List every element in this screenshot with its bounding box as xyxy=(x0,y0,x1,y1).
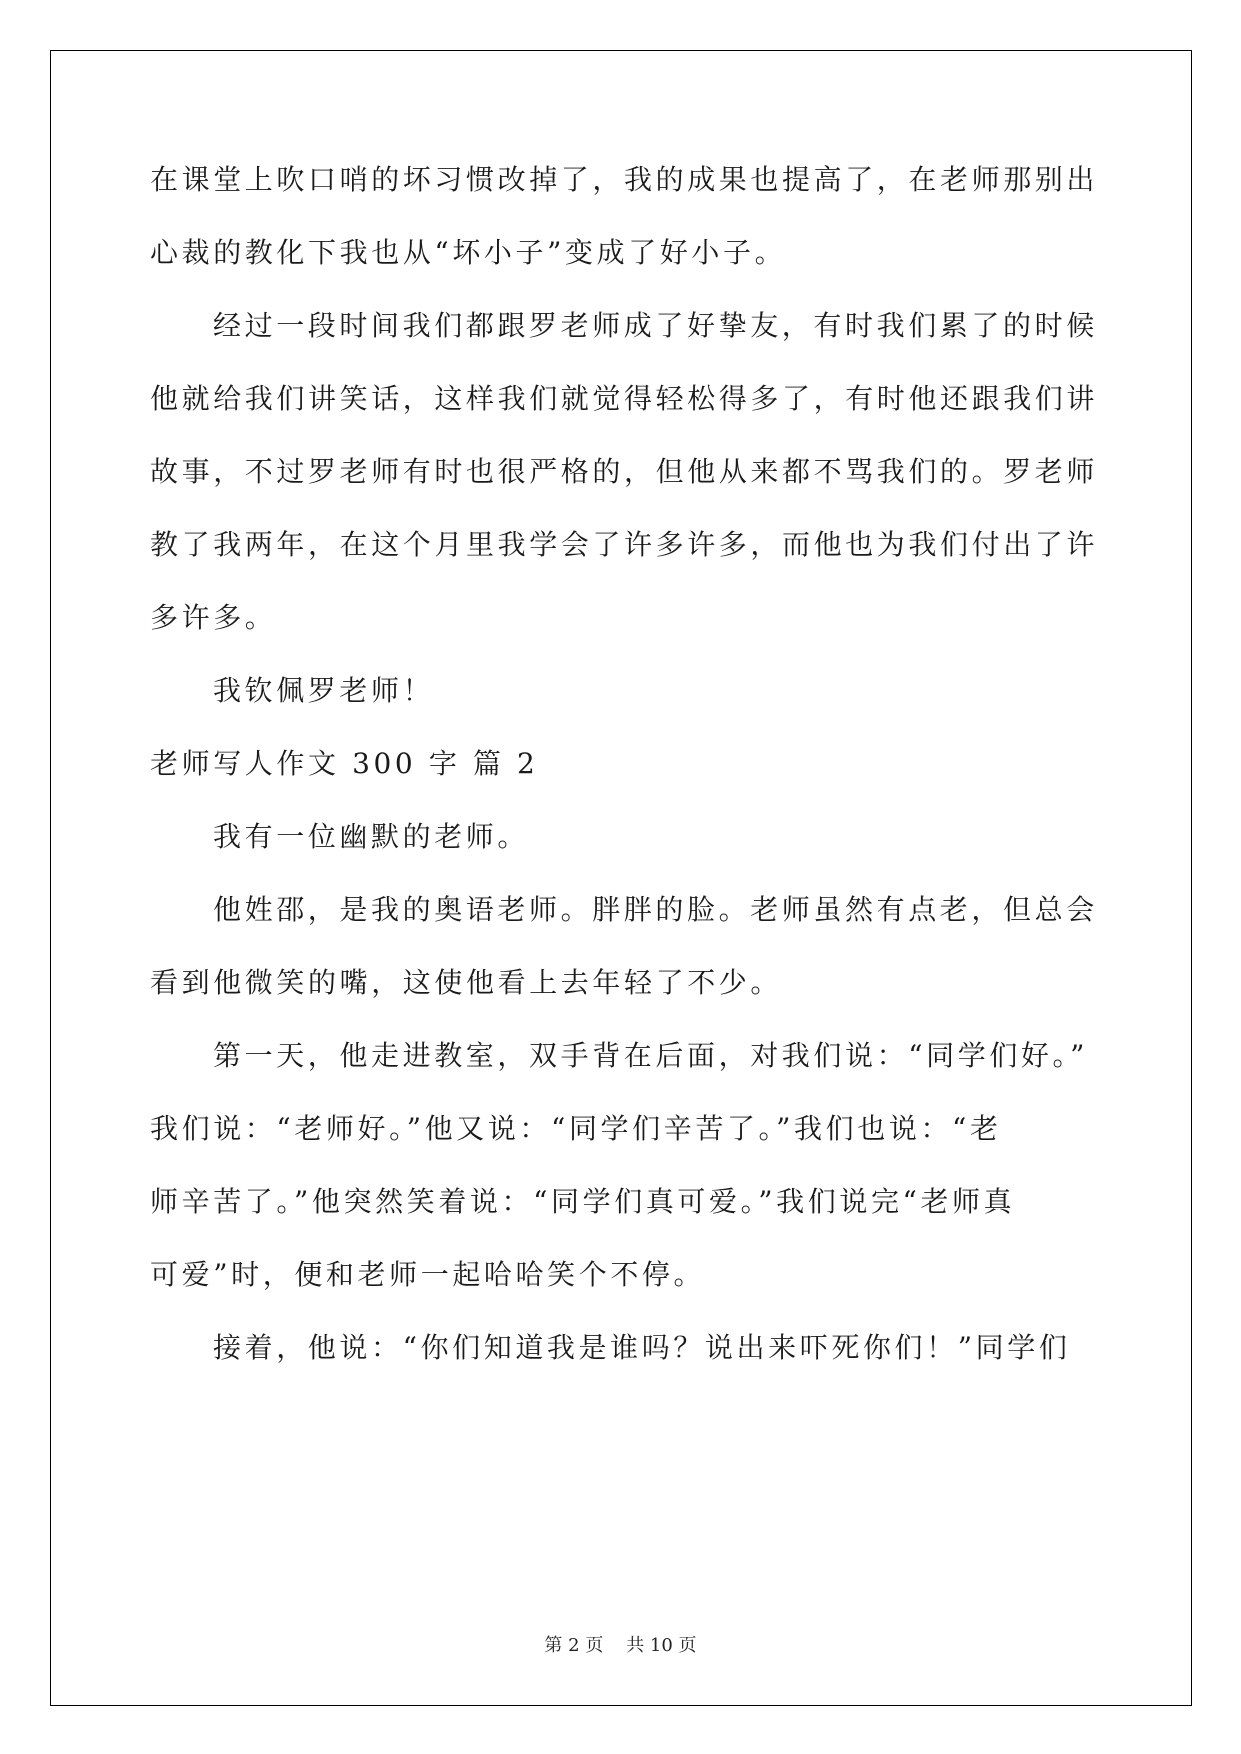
text-line: 心裁的教化下我也从“坏小子”变成了好小子。 xyxy=(150,236,787,269)
page-border xyxy=(50,50,1192,1706)
text-line: 可爱”时，便和老师一起哈哈笑个不停。 xyxy=(150,1258,706,1291)
page-number-footer: 第 2 页 共 10 页 xyxy=(544,1635,697,1656)
text-line: 师辛苦了。”他突然笑着说：“同学们真可爱。”我们说完“老师真 xyxy=(150,1185,1016,1218)
section-heading: 老师写人作文 300 字 篇 2 xyxy=(150,747,539,780)
paragraph-start-line: 我钦佩罗老师！ xyxy=(213,674,435,707)
text-line: 教了我两年，在这个月里我学会了许多许多，而他也为我们付出了许 xyxy=(150,528,1099,561)
paragraph-start-line: 我有一位幽默的老师。 xyxy=(213,820,530,853)
text-line: 在课堂上吹口哨的坏习惯改掉了，我的成果也提高了，在老师那别出 xyxy=(150,163,1099,196)
text-line: 多许多。 xyxy=(150,601,277,634)
text-line: 看到他微笑的嘴，这使他看上去年轻了不少。 xyxy=(150,966,783,999)
paragraph-start-line: 经过一段时间我们都跟罗老师成了好挚友，有时我们累了的时候 xyxy=(213,309,1098,342)
text-line: 故事，不过罗老师有时也很严格的，但他从来都不骂我们的。罗老师 xyxy=(150,455,1099,488)
text-line: 我们说：“老师好。”他又说：“同学们辛苦了。”我们也说：“老 xyxy=(150,1112,1002,1145)
paragraph-start-line: 接着，他说：“你们知道我是谁吗？说出来吓死你们！”同学们 xyxy=(213,1331,1071,1364)
paragraph-start-line: 他姓邵，是我的奥语老师。胖胖的脸。老师虽然有点老，但总会 xyxy=(213,893,1098,926)
text-line: 他就给我们讲笑话，这样我们就觉得轻松得多了，有时他还跟我们讲 xyxy=(150,382,1099,415)
paragraph-start-line: 第一天，他走进教室，双手背在后面，对我们说：“同学们好。” xyxy=(213,1039,1089,1072)
